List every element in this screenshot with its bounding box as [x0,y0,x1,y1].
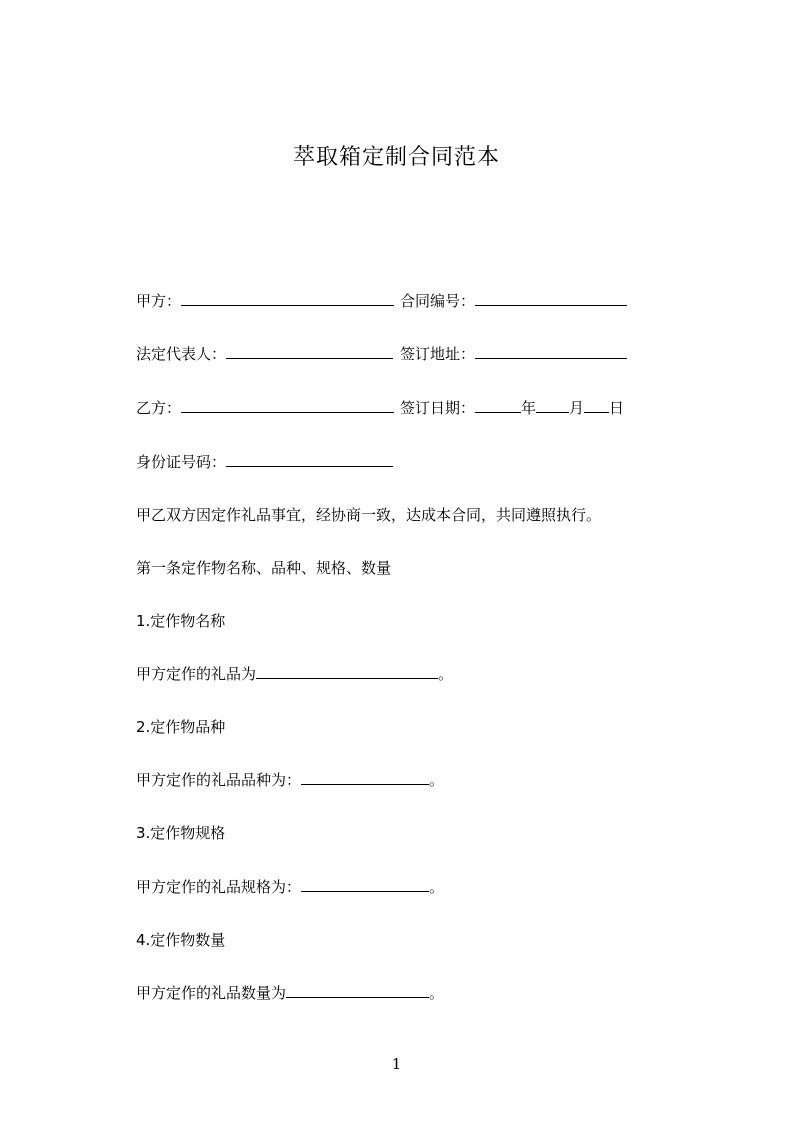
item-2-text: 甲方定作的礼品品种为： [136,771,302,789]
id-number-field [136,451,393,473]
party-a-label: 甲方： [136,292,182,310]
party-a-field [136,290,394,312]
month-blank [536,397,569,413]
item-1-heading: 1.定作物名称 [136,612,226,630]
intro-paragraph: 甲乙双方因定作礼品事宜，经协商一致，达成本合同，共同遵照执行。 [136,506,602,524]
item-3-period: 。 [429,878,445,896]
item-4-heading: 4.定作物数量 [136,931,226,949]
sign-date-field [400,397,624,419]
contract-no-field [400,290,627,312]
item-3-heading: 3.定作物规格 [136,824,226,842]
party-b-label: 乙方： [136,399,182,417]
year-blank [475,397,521,413]
item-1-blank [256,663,438,679]
item-1-text-line [136,663,453,685]
item-4-text: 甲方定作的礼品数量为 [136,984,287,1002]
party-a-blank [181,290,394,306]
item-4-text-line [136,982,444,1004]
contract-no-blank [475,290,627,306]
legal-rep-label: 法定代表人： [136,345,227,363]
item-4-period: 。 [429,984,445,1002]
document-title: 萃取箱定制合同范本 [292,145,500,170]
contract-no-label: 合同编号： [400,292,476,310]
sign-place-blank [475,343,627,359]
item-2-period: 。 [429,771,445,789]
day-blank [584,397,609,413]
legal-rep-blank [226,343,393,359]
legal-rep-field [136,343,393,365]
item-3-text-line [136,876,444,898]
sign-place-field [400,343,627,365]
party-b-blank [181,397,394,413]
item-2-blank [301,769,429,785]
item-2-heading: 2.定作物品种 [136,718,226,736]
party-b-field [136,397,394,419]
item-3-blank [301,876,429,892]
item-1-period: 。 [438,665,454,683]
id-number-blank [226,451,393,467]
item-4-blank [286,982,429,998]
year-label: 年 [521,399,537,417]
page-number: 1 [391,1055,402,1073]
sign-date-label: 签订日期： [400,399,476,417]
article-1-heading: 第一条定作物名称、品种、规格、数量 [136,559,392,577]
id-number-label: 身份证号码： [136,453,227,471]
sign-place-label: 签订地址： [400,345,476,363]
item-1-text: 甲方定作的礼品为 [136,665,257,683]
day-label: 日 [609,399,625,417]
month-label: 月 [569,399,585,417]
item-3-text: 甲方定作的礼品规格为： [136,878,302,896]
item-2-text-line [136,769,444,791]
